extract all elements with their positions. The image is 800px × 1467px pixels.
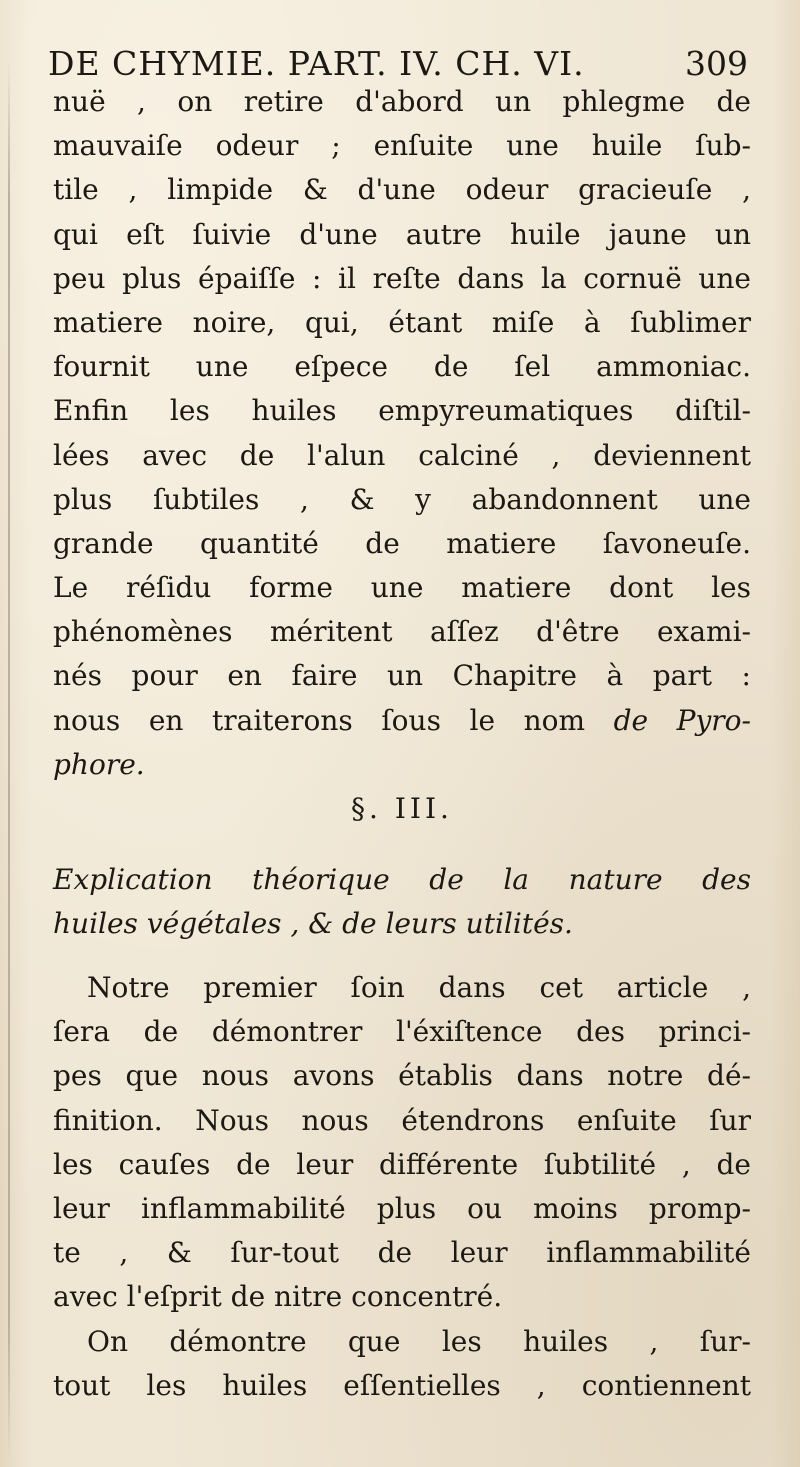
- section-title-line: huiles végétales , & de leurs utilités.: [53, 907, 573, 941]
- text-line: pes que nous avons établis dans notre dé-: [53, 1059, 751, 1093]
- text-line: [53, 699, 751, 743]
- section-title: [53, 858, 751, 946]
- text-line: tile , limpide & d'une odeur gracieuſe ,: [53, 173, 751, 207]
- text-line: Enfin les huiles empyreumatiques diſtil-: [53, 394, 751, 428]
- text-line: tout les huiles eſſentielles , contiennent: [53, 1368, 751, 1402]
- body-text: [53, 80, 751, 1402]
- text-line: plus ſubtiles , & y abandonnent une: [53, 482, 751, 516]
- text-line: leur inflammabilité plus ou moins promp-: [53, 1191, 751, 1225]
- page-number: 309: [685, 44, 748, 83]
- text-line: grande quantité de matiere ſavoneuſe.: [53, 526, 751, 560]
- text-line: Notre premier ſoin dans cet article ,: [87, 971, 751, 1004]
- text-line: mauvaiſe odeur ; enſuite une huile ſub-: [53, 129, 751, 163]
- text-line: ſera de démontrer l'éxiſtence des princi-: [53, 1015, 751, 1049]
- paragraph-1: [53, 80, 751, 787]
- text-line: les cauſes de leur différente ſubtilité , de: [53, 1147, 751, 1181]
- text-line-italic: phore.: [53, 747, 145, 781]
- paragraph-2: [53, 966, 751, 1408]
- text-line: On démontre que les huiles , ſur-: [87, 1324, 751, 1358]
- text-line: Le réſidu forme une matiere dont les: [53, 571, 751, 605]
- text-line: nuë , on retire d'abord un phlegme de: [53, 85, 751, 118]
- text-line: peu plus épaiſſe : il reſte dans la cornuë une: [53, 261, 751, 295]
- text-line: matiere noire, qui, étant miſe à ſublimer: [53, 305, 751, 339]
- text-line: te , & ſur-tout de leur inflammabilité: [53, 1236, 751, 1270]
- text-line: phénomènes méritent aſſez d'être exami-: [53, 615, 751, 649]
- text-line: qui eſt ſuivie d'une autre huile jaune un: [53, 217, 751, 251]
- text-line: avec l'eſprit de nitre concentré.: [53, 1280, 503, 1314]
- text-line: lées avec de l'alun calciné , deviennent: [53, 438, 751, 472]
- section-number: §. III.: [351, 792, 453, 825]
- text-line-start: nous en traiterons ſous le nom: [53, 703, 614, 737]
- text-line: finition. Nous nous étendrons enſuite ſur: [53, 1103, 751, 1137]
- page-gutter-shadow: [8, 60, 10, 1460]
- italic-term: de Pyro-: [613, 703, 751, 737]
- running-head: DE CHYMIE. PART. IV. CH. VI.: [48, 44, 585, 83]
- text-line: fournit une eſpece de ſel ammoniac.: [53, 350, 751, 384]
- text-line: nés pour en faire un Chapitre à part :: [53, 659, 751, 693]
- section-title-line: Explication théorique de la nature des: [53, 863, 751, 896]
